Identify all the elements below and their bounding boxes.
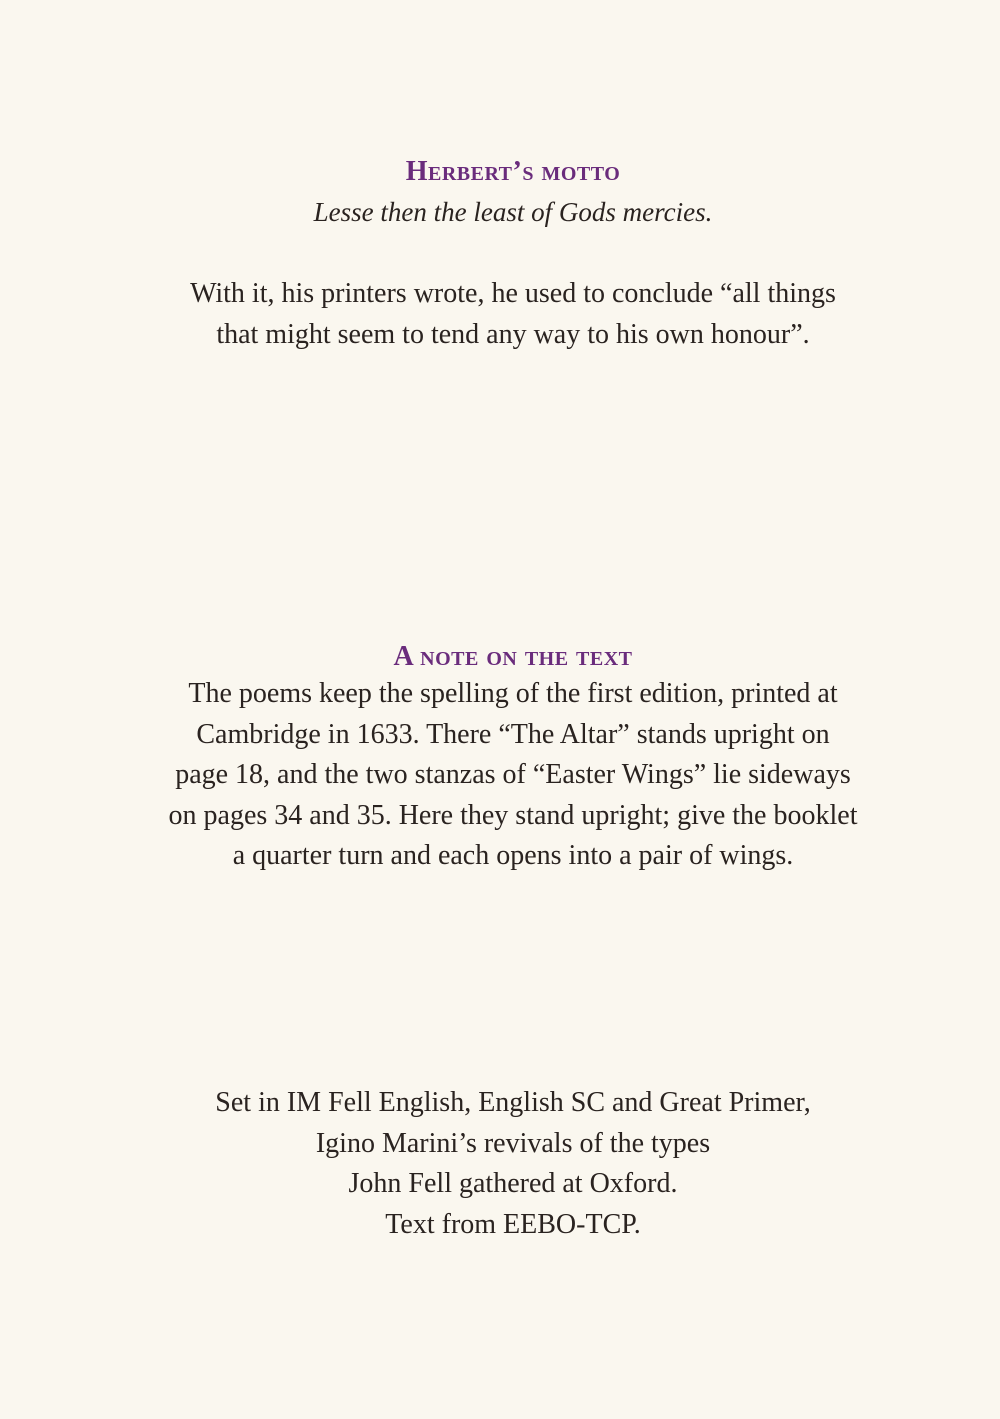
motto-gloss-line: With it, his printers wrote, he used to conclude “all things bbox=[190, 278, 836, 309]
note-line: Cambridge in 1633. There “The Altar” stands upright on bbox=[196, 718, 830, 750]
colophon-line: Text from EEBO-TCP. bbox=[385, 1208, 641, 1240]
colophon-section bbox=[100, 1083, 926, 1245]
note-paragraph bbox=[100, 674, 926, 877]
motto-gloss bbox=[100, 274, 926, 355]
colophon-paragraph bbox=[100, 1083, 926, 1245]
note-line: on pages 34 and 35. Here they stand upright; give the booklet bbox=[168, 799, 858, 831]
colophon-line: John Fell gathered at Oxford. bbox=[348, 1168, 678, 1199]
motto-gloss-line: that might seem to tend any way to his own honour”. bbox=[216, 318, 810, 350]
motto-heading: Herbert’s motto bbox=[405, 156, 621, 187]
motto-section bbox=[100, 155, 926, 229]
note-line: page 18, and the two stanzas of “Easter Wings” lie sideways bbox=[175, 759, 851, 790]
note-heading: A note on the text bbox=[393, 641, 633, 672]
motto-text: Lesse then the least of Gods mercies. bbox=[313, 197, 713, 227]
colophon-line: Set in IM Fell English, English SC and Great Primer, bbox=[215, 1087, 811, 1118]
note-line: a quarter turn and each opens into a pair of wings. bbox=[232, 840, 794, 871]
note-line: The poems keep the spelling of the first edition, printed at bbox=[188, 678, 838, 709]
note-section bbox=[100, 640, 926, 877]
colophon-line: Igino Marini’s revivals of the types bbox=[315, 1127, 711, 1159]
